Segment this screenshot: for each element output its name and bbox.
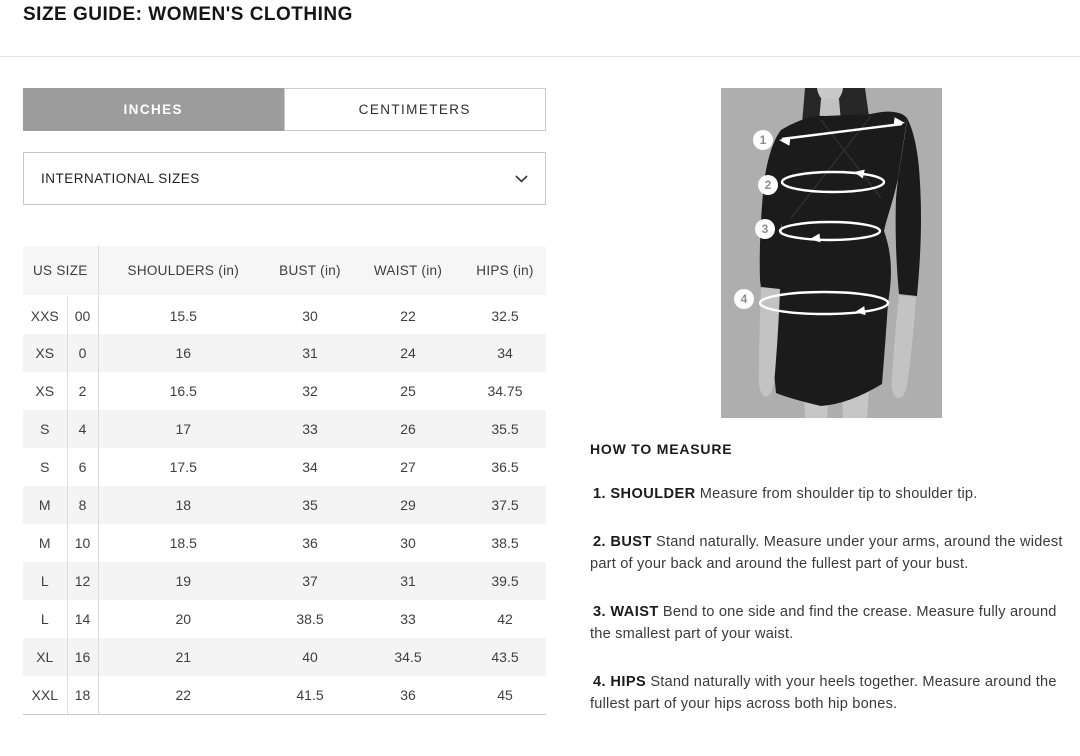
measure-step-text: Measure from shoulder tip to shoulder tip. [699, 486, 978, 502]
cell-us-size: 14 [67, 600, 98, 638]
cell-hips: 43.5 [464, 638, 546, 676]
column-header-shoulders: SHOULDERS (in) [98, 246, 268, 296]
cell-hips: 37.5 [464, 486, 546, 524]
cell-waist: 29 [352, 486, 464, 524]
table-row [23, 410, 546, 448]
measure-step-text: Stand naturally with your heels together. Measure around the fullest part of your hips across both hip bones. [590, 674, 1057, 712]
cell-waist: 34.5 [352, 638, 464, 676]
measure-step [590, 483, 1065, 505]
cell-hips: 34.75 [487, 383, 523, 399]
cell-bust: 30 [302, 307, 318, 324]
column-header-waist: WAIST (in) [352, 246, 464, 296]
cell-waist: 30 [400, 535, 416, 551]
marker-number-3: 3 [761, 222, 769, 236]
measure-step-label: 1. SHOULDER [593, 486, 696, 502]
cell-bust: 31 [268, 334, 352, 372]
cell-size: S [23, 448, 67, 486]
cell-shoulders: 17.5 [169, 459, 197, 475]
cell-bust: 41.5 [268, 676, 352, 714]
cell-size: XXL [23, 676, 67, 714]
table-row [23, 676, 546, 714]
cell-size: L [23, 600, 67, 638]
measurement-figure-image [721, 88, 942, 418]
cell-size: XS [23, 334, 67, 372]
table-row [23, 448, 546, 486]
cell-shoulders: 16.5 [169, 383, 197, 399]
table-row [23, 638, 546, 676]
cell-size: M [23, 524, 67, 562]
cell-shoulders: 21 [98, 638, 268, 676]
cell-bust: 38.5 [296, 611, 324, 627]
tab-inches[interactable]: INCHES [23, 88, 284, 131]
cell-size: XS [23, 372, 67, 410]
table-row [23, 562, 546, 600]
cell-hips: 39.5 [464, 562, 546, 600]
cell-bust: 36 [302, 535, 318, 551]
measure-step [590, 531, 1065, 575]
size-table-header [23, 246, 546, 296]
cell-size: M [23, 486, 67, 524]
cell-shoulders: 15.5 [169, 307, 197, 324]
marker-number-1: 1 [759, 133, 767, 147]
cell-us-size: 2 [67, 372, 98, 410]
cell-hips: 34 [464, 334, 546, 372]
cell-shoulders: 17 [98, 410, 268, 448]
cell-waist: 36 [352, 676, 464, 714]
header-divider [0, 56, 1080, 57]
cell-waist: 27 [400, 459, 416, 475]
cell-hips: 32.5 [491, 307, 519, 324]
tab-centimeters[interactable]: CENTIMETERS [284, 88, 547, 131]
cell-hips: 38.5 [491, 535, 519, 551]
cell-size: XL [23, 638, 67, 676]
measurement-figure [721, 88, 942, 418]
cell-bust: 35 [268, 486, 352, 524]
cell-waist: 31 [352, 562, 464, 600]
column-header-us-size: US SIZE [23, 246, 98, 296]
cell-hips: 35.5 [464, 410, 546, 448]
cell-us-size: 4 [67, 410, 98, 448]
cell-us-size: 6 [67, 448, 98, 486]
table-row [23, 372, 546, 410]
table-row [23, 524, 546, 562]
marker-number-4: 4 [740, 292, 748, 306]
cell-bust: 34 [302, 459, 318, 475]
column-header-hips: HIPS (in) [464, 246, 546, 296]
cell-waist: 33 [400, 611, 416, 627]
table-row [23, 334, 546, 372]
cell-us-size: 8 [67, 486, 98, 524]
cell-bust: 32 [302, 383, 318, 399]
measure-step [590, 671, 1065, 715]
cell-hips: 36.5 [491, 459, 519, 475]
international-sizes-dropdown[interactable] [23, 152, 546, 205]
table-row [23, 600, 546, 638]
cell-us-size: 12 [67, 562, 98, 600]
cell-shoulders: 19 [98, 562, 268, 600]
cell-size: XXS [23, 296, 67, 334]
cell-waist: 25 [400, 383, 416, 399]
size-table [23, 246, 546, 715]
dropdown-selected-value: INTERNATIONAL SIZES [41, 171, 200, 186]
cell-us-size: 0 [67, 334, 98, 372]
cell-shoulders: 18 [98, 486, 268, 524]
page-title: SIZE GUIDE: WOMEN'S CLOTHING [23, 4, 353, 25]
cell-hips: 45 [464, 676, 546, 714]
cell-size: S [23, 410, 67, 448]
how-to-measure-steps [590, 483, 1065, 715]
cell-us-size: 18 [67, 676, 98, 714]
how-to-measure-section [590, 441, 1065, 715]
measure-step-text: Bend to one side and find the crease. Measure fully around the smallest part of your waist. [590, 604, 1057, 642]
cell-size: L [23, 562, 67, 600]
table-row [23, 486, 546, 524]
cell-waist: 26 [352, 410, 464, 448]
table-row [23, 296, 546, 334]
cell-bust: 37 [268, 562, 352, 600]
cell-waist: 24 [352, 334, 464, 372]
cell-waist: 22 [400, 307, 416, 324]
cell-us-size: 00 [67, 296, 98, 334]
cell-shoulders: 22 [98, 676, 268, 714]
cell-bust: 40 [268, 638, 352, 676]
measure-step-label: 3. WAIST [593, 604, 659, 620]
measure-step-text: Stand naturally. Measure under your arms, around the widest part of your back and around the fullest part of your bust. [590, 534, 1063, 572]
how-to-measure-heading: HOW TO MEASURE [590, 441, 733, 457]
measure-step [590, 601, 1065, 645]
column-header-bust: BUST (in) [268, 246, 352, 296]
size-table-body [23, 296, 546, 714]
cell-bust: 33 [268, 410, 352, 448]
cell-us-size: 10 [67, 524, 98, 562]
cell-us-size: 16 [67, 638, 98, 676]
cell-shoulders: 18.5 [169, 535, 197, 551]
cell-shoulders: 16 [98, 334, 268, 372]
unit-tabs [23, 88, 546, 131]
measure-step-label: 4. HIPS [593, 674, 647, 690]
cell-shoulders: 20 [175, 611, 192, 627]
marker-number-2: 2 [764, 178, 772, 192]
chevron-down-icon [515, 175, 528, 183]
cell-hips: 42 [497, 611, 513, 627]
measure-step-label: 2. BUST [593, 534, 652, 550]
